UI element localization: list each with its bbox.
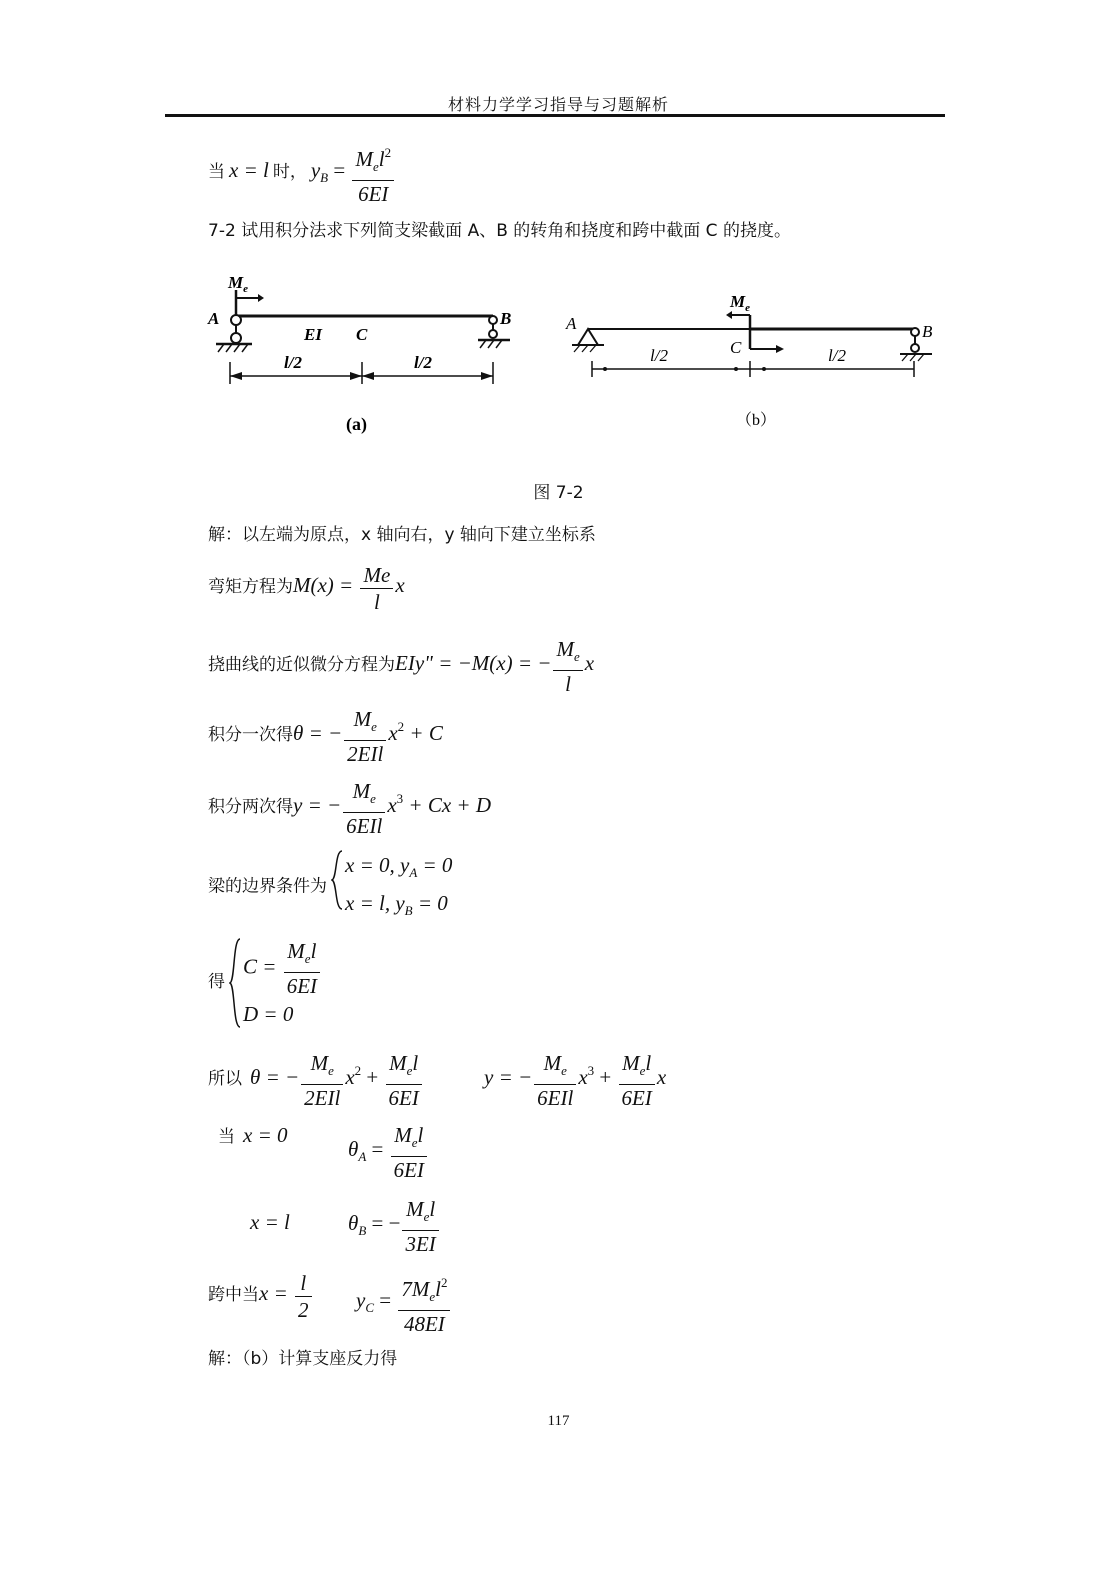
fig-a-C-label: C (356, 325, 368, 344)
header-rule (165, 114, 945, 117)
left-brace-icon (331, 850, 343, 910)
theta-A-line: 当 x = 0 (218, 1123, 288, 1147)
moment-equation: 弯矩方程为M(x) = $\frac{Me}{l}$ x (208, 563, 405, 614)
running-title: 材料力学学习指导与习题解析 (447, 95, 669, 114)
fig-a-moment-label: $M_e$ (228, 273, 249, 295)
fig-b-C-label: C (730, 338, 742, 357)
theta-A-value: $\theta_A$ = $\frac{M_el}{6EI}$ (348, 1122, 429, 1183)
fig-b-right-half: l/2 (828, 346, 846, 365)
figure-a-diagram (200, 268, 530, 443)
fig-a-A-label: A (208, 309, 220, 328)
fig-a-left-half: l/2 (284, 353, 302, 372)
when-text: 当 (208, 162, 225, 183)
equals-sign: = (328, 158, 351, 183)
fig-b-label: （b） (736, 412, 777, 429)
midspan-x: 跨中当x = $\frac{l}{2}$ (208, 1270, 314, 1323)
final-theta-equation: 所以 θ = − $\frac{M_e}{\text{2EIl}}$ $x^2$ + $\frac{M_el}{6EI}$ (208, 1050, 424, 1111)
fig-b-B-label: B (922, 322, 933, 341)
part-b-intro: 解：（b）计算支座反力得 (208, 1349, 398, 1369)
page-number: 117 (547, 1413, 570, 1429)
final-deflection-equation: y = − $\frac{M_e}{\text{6EIl}}$ $x^3$ + $\frac{M_el}{6EI}$ x (484, 1051, 667, 1110)
figure-caption: 图 7-2 (533, 483, 584, 503)
midspan-deflection: $y_C$ = $\frac{7M_el^2}{48EI}$ (356, 1270, 452, 1337)
shi-text: 时， (272, 162, 307, 183)
fig-a-B-label: B (500, 309, 512, 328)
yB-symbol: $y_B$ (310, 158, 329, 186)
fig-a-EI-label: EI (304, 325, 322, 344)
opening-formula (208, 140, 396, 207)
fig-b-left-half: l/2 (650, 346, 668, 365)
x-equals-l-line: x = l (250, 1210, 290, 1234)
solution-intro: 解：以左端为原点，x 轴向右，y 轴向下建立坐标系 (208, 525, 596, 545)
theta-B-value: $\theta_B$ = − $\frac{M_el}{3EI}$ (348, 1196, 441, 1257)
fig-a-right-half: l/2 (414, 353, 432, 372)
fig-b-A-label: A (566, 314, 577, 333)
problem-statement: 7-2 试用积分法求下列简支梁截面 A、B 的转角和挠度和跨中截面 C 的挠度。 (208, 221, 791, 241)
constants-result: 得 C = $\frac{M_el}{6EI}$ D = 0 (208, 938, 322, 1029)
deflection-differential-equation: 挠曲线的近似微分方程为EIy" = −M(x) = − $\frac{M_e}{l}$ x (208, 637, 595, 696)
yB-fraction: $\frac{M_el^2}{6EI}$ (352, 140, 394, 207)
boundary-conditions: 梁的边界条件为 x = 0, $y_A = 0$ x = l, $y_B = 0$ (208, 850, 452, 926)
figure-b-diagram (560, 285, 950, 435)
constants-system: C = $\frac{M_el}{6EI}$ D = 0 (229, 938, 322, 1029)
x-equals-l: x = l (229, 158, 269, 183)
fig-b-moment-label: $M_e$ (730, 292, 751, 314)
second-integration: 积分两次得y = − $\frac{M_e}{\text{6EIl}}$ $x^3 + Cx + D$ (208, 779, 491, 838)
fig-a-label: (a) (346, 414, 367, 434)
left-brace-icon (229, 938, 241, 1028)
first-integration: 积分一次得θ = − $\frac{M_e}{\text{2EIl}}$ $x^2 + C$ (208, 707, 443, 766)
boundary-condition-system: x = 0, $y_A = 0$ x = l, $y_B = 0$ (331, 850, 452, 926)
